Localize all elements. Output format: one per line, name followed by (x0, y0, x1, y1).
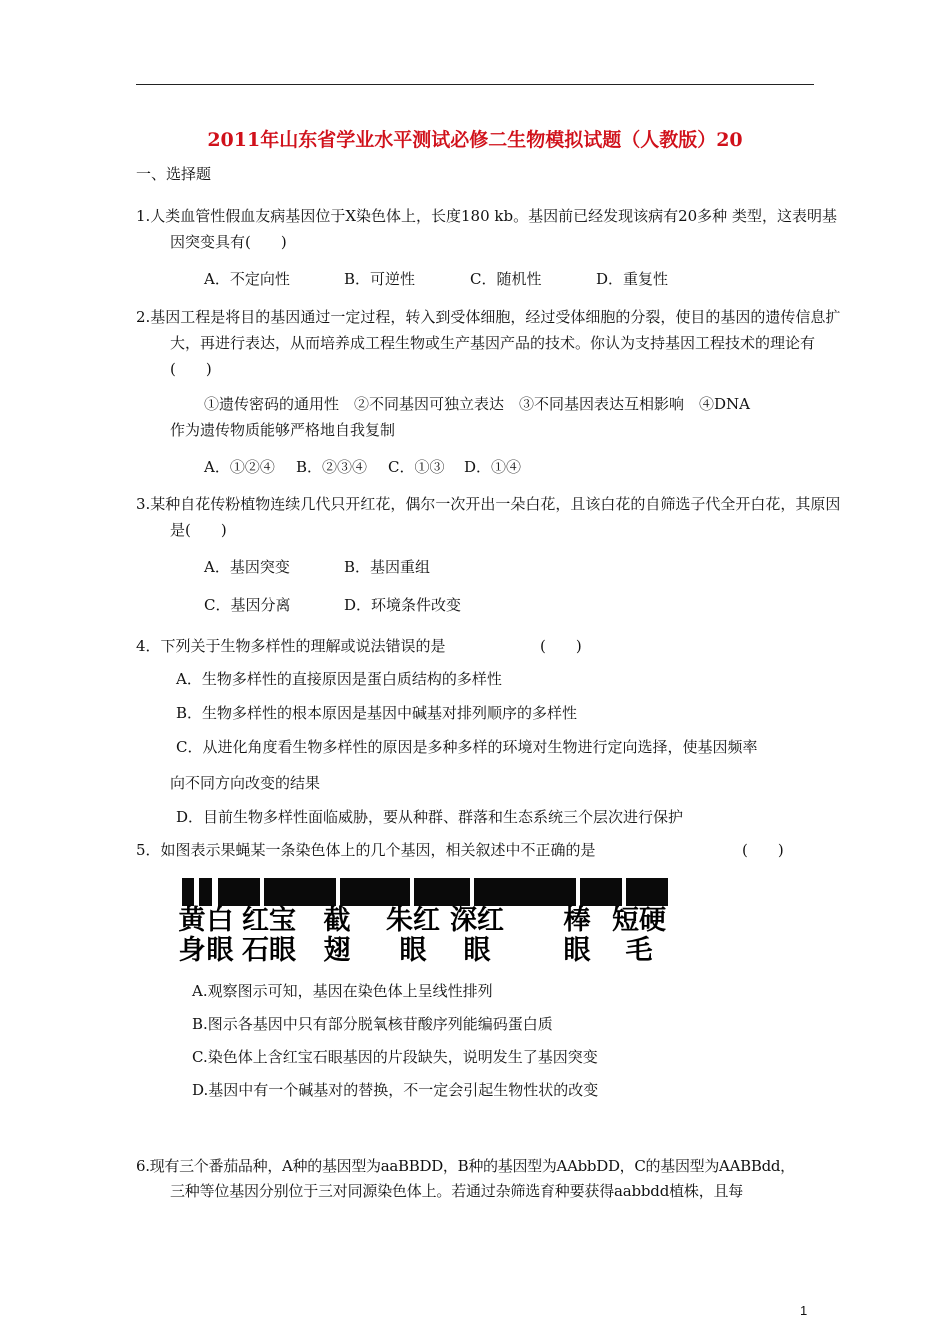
q1-option-d: D．重复性 (596, 270, 669, 288)
question-5-paren: ( ) (742, 841, 784, 859)
q2-option-b: B．②③④ (296, 458, 368, 476)
gene-label-short-bristle: 短硬 毛 (612, 905, 666, 966)
question-2-text: 2.基因工程是将目的基因通过一定过程，转入到受体细胞，经过受体细胞的分裂，使目的基因的遗传信息扩大，再进行表达，从而培养成工程生物或生产基因产品的技术。你认为支持基因工程技术的理论有( ) (136, 308, 841, 378)
question-1-text: 1.人类血管性假血友病基因位于X染色体上，长度180 kb。基因前已经发现该病有20多种 类型，这表明基因突变具有( ) (136, 207, 837, 251)
q1-option-a: A．不定向性 (204, 270, 290, 288)
q3-option-a: A．基因突变 (204, 558, 290, 576)
header-rule (136, 84, 814, 85)
q4-option-b: B．生物多样性的根本原因是基因中碱基对排列顺序的多样性 (176, 704, 578, 722)
q5-option-d: D.基因中有一个碱基对的替换，不一定会引起生物性状的改变 (192, 1081, 599, 1099)
gene-label-bar-eye: 棒 眼 (563, 905, 591, 966)
q3-option-c: C．基因分离 (204, 596, 291, 614)
question-6-line2: 三种等位基因分别位于三对同源染色体上。若通过杂筛选育种要获得aabbdd植株，且每 (170, 1182, 744, 1200)
q3-option-b: B．基因重组 (344, 558, 431, 576)
q2-statements-line2: 作为遗传物质能够严格地自我复制 (170, 421, 396, 439)
gene-label-white-eye: 白 眼 (206, 905, 234, 966)
q2-option-d: D．①④ (464, 458, 522, 476)
q2-option-a: A．①②④ (204, 458, 275, 476)
question-3-text: 3.某种自花传粉植物连续几代只开红花，偶尔一次开出一朵白花，且该白花的自筛选子代全开白花，其原因是( ) (136, 495, 841, 539)
q5-option-c: C.染色体上含红宝石眼基因的片段缺失，说明发生了基因突变 (192, 1048, 598, 1066)
question-4-paren: ( ) (540, 637, 582, 655)
page-number: 1 (800, 1303, 808, 1318)
gene-label-vermilion-eye: 朱红 眼 (386, 905, 440, 966)
gene-segment-bar-eye (580, 878, 622, 906)
q4-option-c-line2: 向不同方向改变的结果 (170, 774, 321, 792)
q1-option-b: B．可逆性 (344, 270, 416, 288)
q3-option-d: D．环境条件改变 (344, 596, 462, 614)
q5-option-b: B.图示各基因中只有部分脱氧核苷酸序列能编码蛋白质 (192, 1015, 553, 1033)
question-4-text: 4．下列关于生物多样性的理解或说法错误的是 (136, 637, 446, 655)
gene-segment-vermilion-eye (340, 878, 410, 906)
gene-segment-yellow-body (182, 878, 194, 906)
gene-segment-short-bristle (626, 878, 668, 906)
gene-label-ruby-eye: 红宝 石眼 (242, 905, 296, 966)
gene-segment-bobbed-wing (264, 878, 336, 906)
gene-segment-carmine-eye (414, 878, 470, 906)
gene-segment-ruby-eye (218, 878, 260, 906)
gene-label-bobbed-wing: 截 翅 (323, 905, 351, 966)
q5-option-a: A.观察图示可知，基因在染色体上呈线性排列 (192, 982, 493, 1000)
q4-option-c-line1: C．从进化角度看生物多样性的原因是多种多样的环境对生物进行定向选择，使基因频率 (176, 738, 758, 756)
q4-option-a: A．生物多样性的直接原因是蛋白质结构的多样性 (176, 670, 502, 688)
gene-segment-filler (474, 878, 576, 906)
q4-option-d: D．目前生物多样性面临威胁，要从种群、群落和生态系统三个层次进行保护 (176, 808, 684, 826)
gene-label-carmine-eye: 深红 眼 (450, 905, 504, 966)
question-6-line1: 6.现有三个番茄品种，A种的基因型为aaBBDD，B种的基因型为AAbbDD，C的基因型为AABBdd， (136, 1157, 795, 1175)
chromosome-diagram (182, 878, 668, 906)
q2-option-c: C．①③ (388, 458, 445, 476)
gene-segment-white-eye (199, 878, 212, 906)
q1-option-c: C．随机性 (470, 270, 542, 288)
question-5-text: 5．如图表示果蝇某一条染色体上的几个基因，相关叙述中不正确的是 (136, 841, 596, 859)
page-title: 2011年山东省学业水平测试必修二生物模拟试题（人教版）20 (207, 129, 743, 151)
section-heading: 一、选择题 (136, 165, 212, 183)
gene-label-yellow-body: 黄 身 (178, 905, 206, 966)
q2-statements-line1: ①遗传密码的通用性 ②不同基因可独立表达 ③不同基因表达互相影响 ④DNA (204, 395, 750, 413)
